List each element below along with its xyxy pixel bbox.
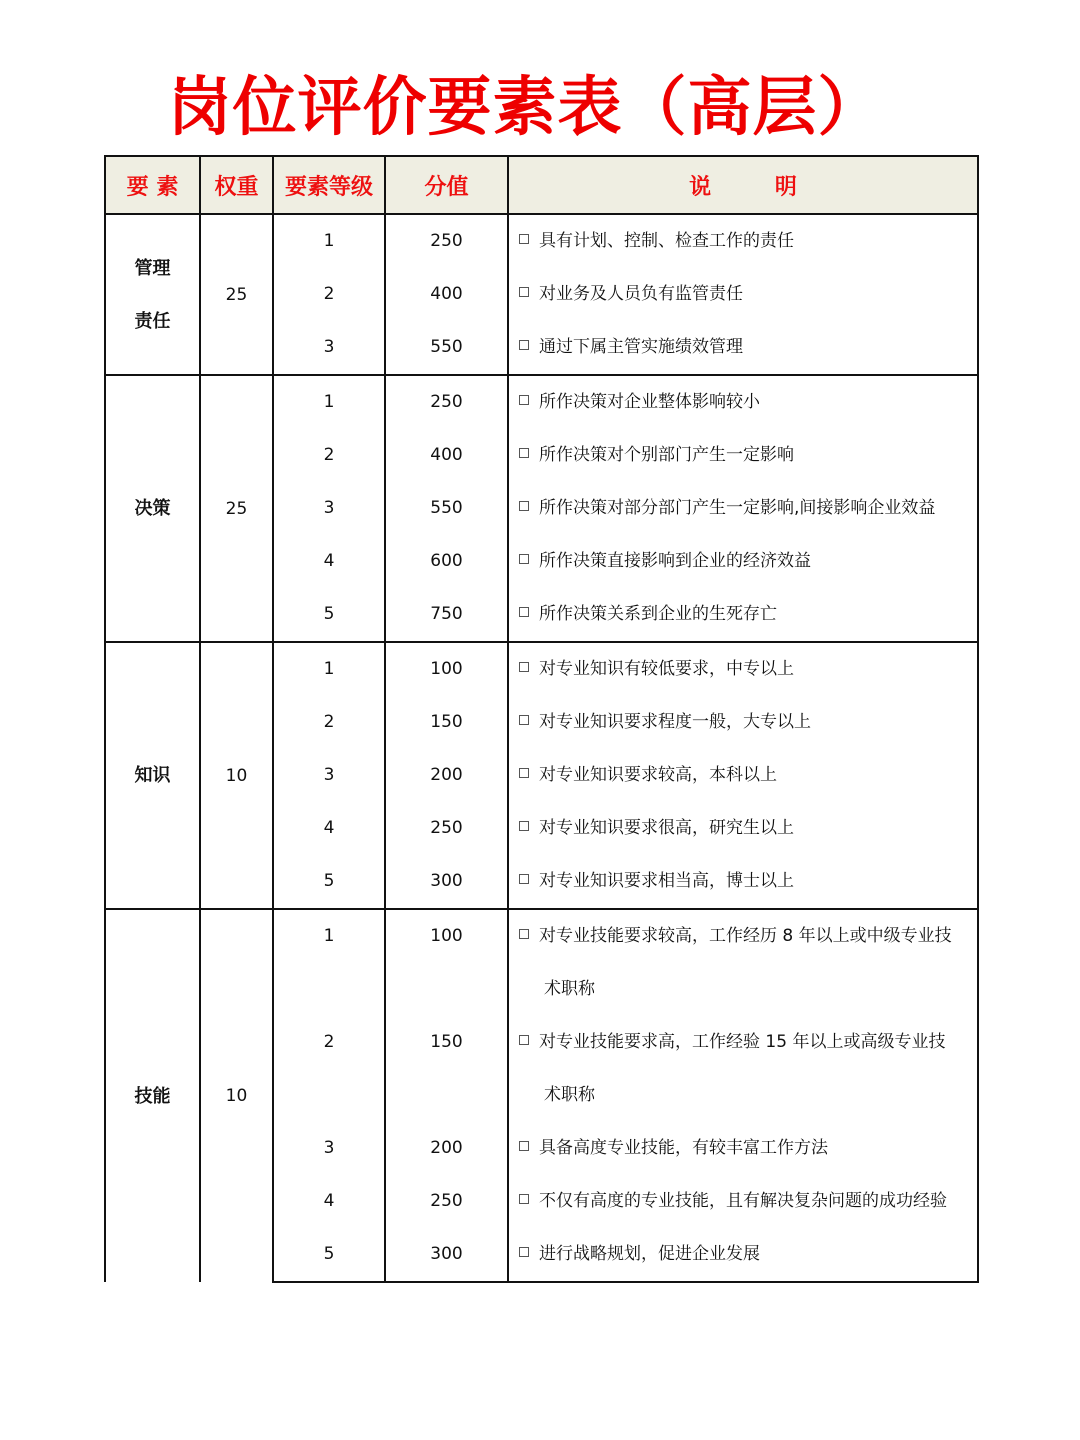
level-value: 4 <box>323 1191 335 1211</box>
level-cell <box>273 321 385 375</box>
description-cell <box>508 1122 978 1175</box>
table-row <box>105 909 978 1016</box>
checkbox-icon <box>519 448 529 458</box>
factor-label: 技能 <box>134 1085 171 1107</box>
description-text: 对专业知识要求程度一般，大专以上 <box>539 712 811 732</box>
description-text: 对专业技能要求较高，工作经历 8 年以上或中级专业技 <box>539 926 952 946</box>
factor-label: 责任 <box>134 310 171 332</box>
description-cell <box>508 321 978 375</box>
level-cell <box>273 802 385 855</box>
factor-cell <box>105 214 200 375</box>
level-cell <box>273 1228 385 1282</box>
checkbox-icon <box>519 1141 529 1151</box>
description-cell <box>508 588 978 642</box>
description-text: 所作决策对个别部门产生一定影响 <box>539 445 794 465</box>
level-value: 2 <box>323 284 335 304</box>
score-value: 250 <box>430 1191 463 1211</box>
score-value: 300 <box>430 871 463 891</box>
description-cell <box>508 535 978 588</box>
score-value: 200 <box>430 765 463 785</box>
factor-label: 知识 <box>134 765 171 786</box>
level-value: 4 <box>323 818 335 838</box>
level-value: 3 <box>323 337 335 357</box>
description-text: 所作决策对企业整体影响较小 <box>539 392 760 412</box>
description-text: 对专业知识要求相当高，博士以上 <box>539 871 794 891</box>
level-cell <box>273 1175 385 1228</box>
score-cell <box>385 375 508 429</box>
weight-cell: 10 <box>200 642 273 909</box>
level-value: 5 <box>323 604 335 624</box>
evaluation-table <box>104 155 979 1283</box>
score-cell <box>385 321 508 375</box>
score-value: 150 <box>430 1032 463 1052</box>
level-value: 5 <box>323 1244 335 1264</box>
level-value: 2 <box>323 445 335 465</box>
level-cell <box>273 749 385 802</box>
score-value: 750 <box>430 604 463 624</box>
description-cell <box>508 268 978 321</box>
score-cell <box>385 268 508 321</box>
score-cell <box>385 588 508 642</box>
description-cell <box>508 1228 978 1282</box>
score-value: 100 <box>430 659 463 679</box>
score-cell <box>385 1016 508 1122</box>
level-cell <box>273 429 385 482</box>
score-cell <box>385 909 508 1016</box>
table-header-row <box>105 156 978 214</box>
checkbox-icon <box>519 554 529 564</box>
score-value: 600 <box>430 551 463 571</box>
level-value: 1 <box>323 392 335 412</box>
score-value: 200 <box>430 1138 463 1158</box>
checkbox-icon <box>519 1247 529 1257</box>
description-text: 术职称 <box>544 1085 595 1105</box>
description-text: 对专业知识有较低要求，中专以上 <box>539 659 794 679</box>
description-cell <box>508 1016 978 1122</box>
header-weight: 权重 <box>200 156 273 214</box>
factor-cell <box>105 642 200 909</box>
score-cell <box>385 696 508 749</box>
score-cell <box>385 1175 508 1228</box>
score-value: 250 <box>430 231 463 251</box>
score-value: 100 <box>430 926 463 946</box>
level-cell <box>273 268 385 321</box>
level-cell <box>273 1122 385 1175</box>
description-cell <box>508 696 978 749</box>
checkbox-icon <box>519 340 529 350</box>
score-cell <box>385 642 508 696</box>
description-cell <box>508 642 978 696</box>
score-value: 550 <box>430 498 463 518</box>
level-cell <box>273 535 385 588</box>
description-text: 通过下属主管实施绩效管理 <box>539 337 743 357</box>
level-value: 1 <box>323 926 335 946</box>
level-value: 3 <box>323 498 335 518</box>
level-value: 2 <box>323 712 335 732</box>
checkbox-icon <box>519 287 529 297</box>
score-value: 250 <box>430 818 463 838</box>
description-text: 具有计划、控制、检查工作的责任 <box>539 231 794 251</box>
header-description: 说 明 <box>508 156 978 214</box>
score-value: 250 <box>430 392 463 412</box>
level-cell <box>273 375 385 429</box>
score-value: 300 <box>430 1244 463 1264</box>
description-text: 对业务及人员负有监管责任 <box>539 284 743 304</box>
level-cell <box>273 855 385 909</box>
level-value: 2 <box>323 1032 335 1052</box>
table-row <box>105 375 978 429</box>
weight-cell: 25 <box>200 375 273 642</box>
level-cell <box>273 214 385 268</box>
description-cell <box>508 482 978 535</box>
description-text: 对专业技能要求高，工作经验 15 年以上或高级专业技 <box>539 1032 946 1052</box>
factor-cell <box>105 375 200 642</box>
description-text: 所作决策直接影响到企业的经济效益 <box>539 551 811 571</box>
description-text: 具备高度专业技能，有较丰富工作方法 <box>539 1138 828 1158</box>
description-text: 所作决策关系到企业的生死存亡 <box>539 604 777 624</box>
header-level: 要素等级 <box>273 156 385 214</box>
checkbox-icon <box>519 821 529 831</box>
score-value: 150 <box>430 712 463 732</box>
level-value: 3 <box>323 765 335 785</box>
table-body <box>105 214 978 1282</box>
checkbox-icon <box>519 501 529 511</box>
level-value: 1 <box>323 659 335 679</box>
factor-cell <box>105 909 200 1282</box>
header-factor: 要 素 <box>105 156 200 214</box>
level-cell <box>273 588 385 642</box>
checkbox-icon <box>519 768 529 778</box>
checkbox-icon <box>519 874 529 884</box>
description-text: 对专业知识要求很高，研究生以上 <box>539 818 794 838</box>
level-cell <box>273 642 385 696</box>
table-row <box>105 214 978 268</box>
description-text: 所作决策对部分部门产生一定影响,间接影响企业效益 <box>539 498 936 518</box>
checkbox-icon <box>519 234 529 244</box>
checkbox-icon <box>519 1194 529 1204</box>
description-cell <box>508 749 978 802</box>
checkbox-icon <box>519 1035 529 1045</box>
weight-cell: 10 <box>200 909 273 1282</box>
score-cell <box>385 535 508 588</box>
checkbox-icon <box>519 715 529 725</box>
score-cell <box>385 1122 508 1175</box>
score-cell <box>385 429 508 482</box>
description-text: 对专业知识要求较高，本科以上 <box>539 765 777 785</box>
description-text: 术职称 <box>544 979 595 999</box>
checkbox-icon <box>519 607 529 617</box>
description-text: 不仅有高度的专业技能，且有解决复杂问题的成功经验 <box>539 1191 947 1211</box>
description-cell <box>508 855 978 909</box>
description-cell <box>508 429 978 482</box>
header-score: 分值 <box>385 156 508 214</box>
description-cell <box>508 909 978 1016</box>
factor-label: 决策 <box>134 498 171 519</box>
score-cell <box>385 749 508 802</box>
checkbox-icon <box>519 395 529 405</box>
level-cell <box>273 1016 385 1122</box>
table-row <box>105 642 978 696</box>
score-cell <box>385 1228 508 1282</box>
description-cell <box>508 375 978 429</box>
level-cell <box>273 482 385 535</box>
description-cell <box>508 214 978 268</box>
score-cell <box>385 214 508 268</box>
level-cell <box>273 696 385 749</box>
score-value: 400 <box>430 284 463 304</box>
checkbox-icon <box>519 929 529 939</box>
level-value: 1 <box>323 231 335 251</box>
description-cell <box>508 1175 978 1228</box>
level-value: 4 <box>323 551 335 571</box>
score-value: 400 <box>430 445 463 465</box>
description-cell <box>508 802 978 855</box>
checkbox-icon <box>519 662 529 672</box>
factor-label: 管理 <box>134 257 171 279</box>
page-title: 岗位评价要素表（高层） <box>167 71 883 145</box>
score-cell <box>385 482 508 535</box>
score-value: 550 <box>430 337 463 357</box>
score-cell <box>385 855 508 909</box>
level-cell <box>273 909 385 1016</box>
level-value: 3 <box>323 1138 335 1158</box>
weight-cell: 25 <box>200 214 273 375</box>
description-text: 进行战略规划，促进企业发展 <box>539 1244 760 1264</box>
level-value: 5 <box>323 871 335 891</box>
score-cell <box>385 802 508 855</box>
